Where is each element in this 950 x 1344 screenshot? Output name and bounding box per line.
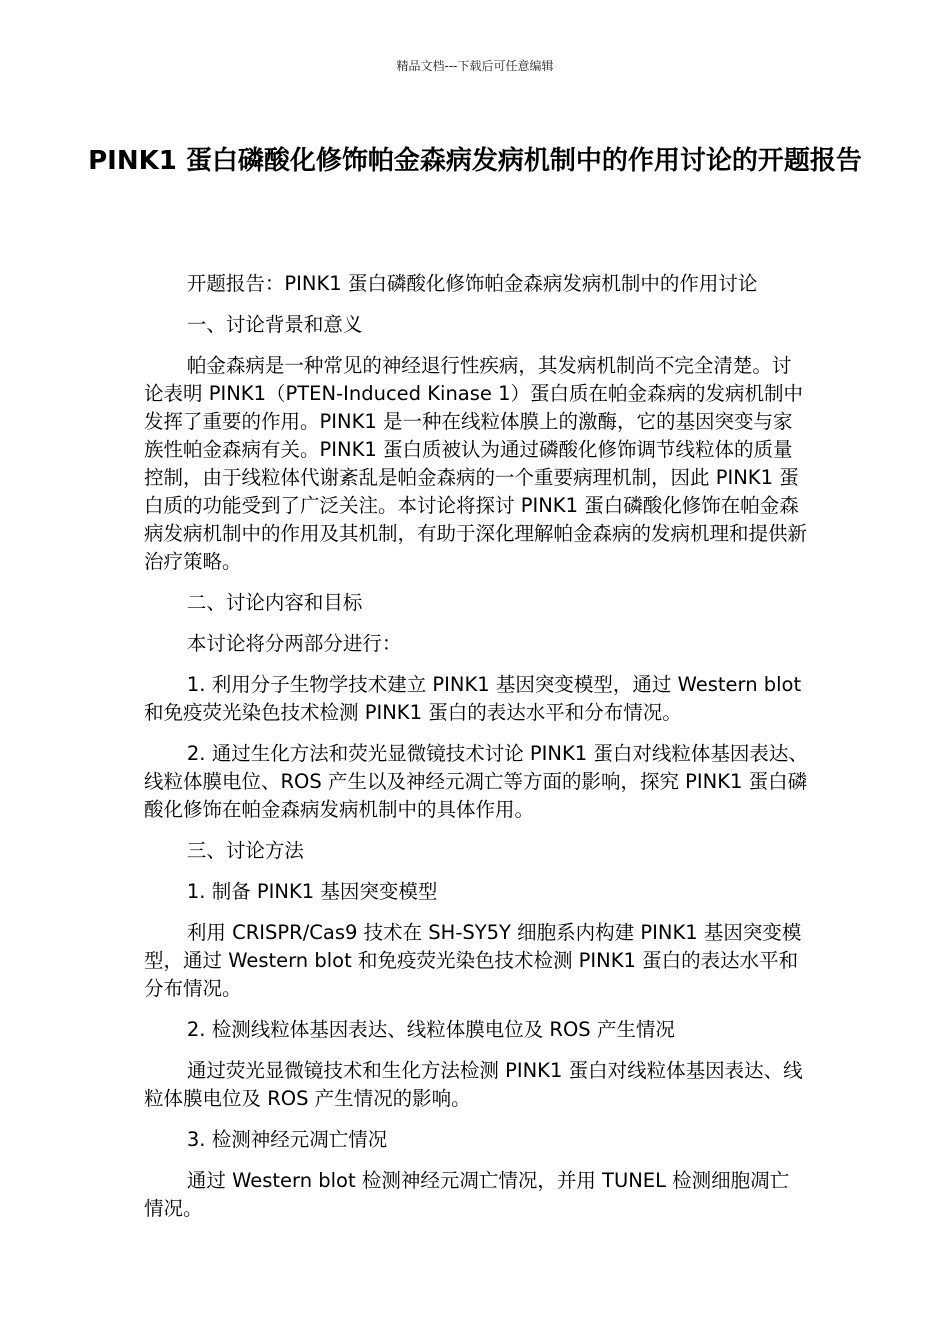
method-heading-1: 1. 制备 PINK1 基因突变模型	[186, 880, 438, 903]
method-heading-2: 2. 检测线粒体基因表达、线粒体膜电位及 ROS 产生情况	[186, 1018, 675, 1041]
paragraph-content-item-1: 1. 利用分子生物学技术建立 PINK1 基因突变模型，通过 Western blot 和免疫荧光染色技术检测 PINK1 蛋白的表达水平和分布情况。	[144, 673, 802, 724]
section-heading-background: 一、讨论背景和意义	[186, 313, 363, 336]
paragraph-background: 帕金森病是一种常见的神经退行性疾病，其发病机制尚不完全清楚。讨论表明 PINK1（PTEN-Induced Kinase 1）蛋白质在帕金森病的发病机制中发挥了重要的作用。PINK1 是一种在线粒体膜上的激酶，它的基因突变与家族性帕金森病有关。PINK1 蛋白质被认为通过磷酸化修饰调节线粒体的质量控制，由于线粒体代谢紊乱是帕金森病的一个重要病理机制，因此 PINK1 蛋白质的功能受到了广泛关注。本讨论将探讨 PINK1 蛋白磷酸化修饰在帕金森病发病机制中的作用及其机制，有助于深化理解帕金森病的发病机理和提供新治疗策略。	[144, 354, 808, 573]
method-heading-3: 3. 检测神经元凋亡情况	[186, 1128, 388, 1151]
paragraph-method-1: 利用 CRISPR/Cas9 技术在 SH-SY5Y 细胞系内构建 PINK1 基因突变模型，通过 Western blot 和免疫荧光染色技术检测 PINK1 蛋白的表达水平和分布情况。	[144, 921, 802, 1000]
document-title: PINK1 蛋白磷酸化修饰帕金森病发病机制中的作用讨论的开题报告	[88, 146, 862, 176]
paragraph-method-3: 通过 Western blot 检测神经元凋亡情况，并用 TUNEL 检测细胞凋亡情况。	[144, 1169, 790, 1220]
paragraph-content-item-2: 2. 通过生化方法和荧光显微镜技术讨论 PINK1 蛋白对线粒体基因表达、线粒体膜电位、ROS 产生以及神经元凋亡等方面的影响，探究 PINK1 蛋白磷酸化修饰在帕金森病发病机制中的具体作用。	[144, 742, 808, 821]
section-heading-methods: 三、讨论方法	[186, 839, 304, 862]
header-note: 精品文档---下载后可任意编辑	[396, 59, 554, 73]
document-body	[144, 270, 808, 1236]
report-heading: 开题报告：PINK1 蛋白磷酸化修饰帕金森病发病机制中的作用讨论	[186, 272, 758, 295]
paragraph-content-intro: 本讨论将分两部分进行：	[186, 632, 402, 655]
section-heading-content: 二、讨论内容和目标	[186, 591, 363, 614]
paragraph-method-2: 通过荧光显微镜技术和生化方法检测 PINK1 蛋白对线粒体基因表达、线粒体膜电位及 ROS 产生情况的影响。	[144, 1059, 803, 1110]
